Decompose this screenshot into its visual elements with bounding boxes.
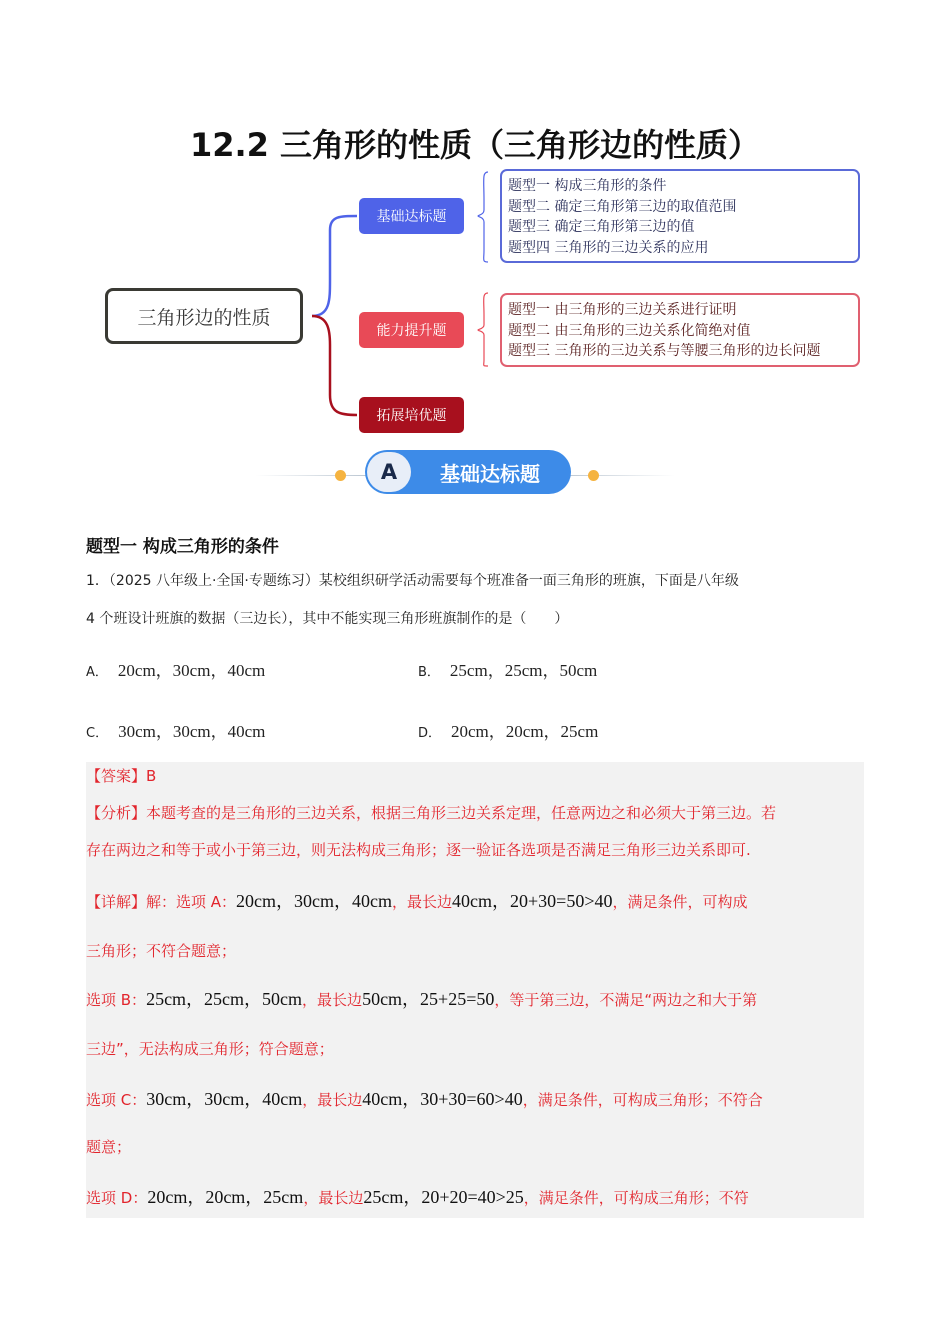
option-c: [86, 717, 265, 742]
solution-line: [86, 940, 236, 961]
mindmap-category-advanced: 能力提升题: [359, 312, 464, 348]
topic-item: 题型三 三角形的三边关系与等腰三角形的边长问题: [508, 343, 821, 359]
solution-text: ，最长边: [302, 991, 363, 1009]
solution-line: [86, 765, 156, 786]
math-expression: 50cm，25+25=50: [362, 989, 495, 1009]
math-expression: 25cm，25cm，50cm: [146, 989, 303, 1009]
solution-text: 选项 B：: [86, 991, 147, 1009]
solution-text: 题意；: [86, 1138, 132, 1156]
solution-line: [86, 839, 751, 860]
solution-text: 选项 D：: [86, 1189, 148, 1207]
question-text: 4 个班设计班旗的数据（三边长），其中不能实现三角形班旗制作的是（ ）: [86, 611, 569, 627]
math-expression: 30cm，30cm，40cm: [146, 1089, 303, 1109]
math-expression: 25cm，20+20=40>25: [363, 1187, 524, 1207]
option-letter: C．: [86, 726, 109, 741]
question-text: 1．（2025 八年级上·全国·专题练习）某校组织研学活动需要每个班准备一面三角形的班旗，下面是八年级: [86, 573, 739, 589]
option-b: [418, 656, 597, 681]
solution-text: ，满足条件，可构成: [612, 893, 748, 911]
option-text: 25cm，25cm，50cm: [449, 661, 598, 680]
math-expression: 40cm，20+30=50>40: [452, 891, 613, 911]
math-expression: 20cm，20cm，25cm: [147, 1187, 304, 1207]
basic-topics-box: [500, 169, 860, 263]
solution-text: 存在两边之和等于或小于第三边，则无法构成三角形；逐一验证各选项是否满足三角形三边关系即可.: [86, 841, 751, 859]
solution-text: ，最长边: [392, 893, 453, 911]
solution-line: [86, 887, 748, 913]
solution-text: ，等于第三边，不满足“两边之和大于第: [494, 991, 758, 1009]
mindmap-category-basic: 基础达标题: [359, 198, 464, 234]
solution-text: 【分析】本题考查的是三角形的三边关系，根据三角形三边关系定理，任意两边之和必须大于第三边。若: [86, 804, 777, 822]
option-text: 20cm，20cm，25cm: [451, 722, 599, 741]
page-title: 12.2 三角形的性质（三角形边的性质）: [189, 126, 761, 164]
solution-text: 三边”，无法构成三角形；符合题意；: [86, 1040, 334, 1058]
topic-item: 题型一 由三角形的三边关系进行证明: [508, 302, 737, 318]
option-a: [86, 656, 265, 681]
mindmap-root: 三角形边的性质: [105, 288, 303, 344]
math-expression: 40cm，30+30=60>40: [362, 1089, 523, 1109]
solution-line: [86, 802, 776, 823]
banner-dot-right: [588, 470, 599, 481]
solution-text: 选项 C：: [86, 1091, 147, 1109]
topic-item: 题型二 确定三角形第三边的取值范围: [508, 198, 737, 215]
solution-text: ，最长边: [303, 1189, 364, 1207]
topic-item: 题型二 由三角形的三边关系化简绝对值: [508, 322, 751, 339]
section-title: 题型一 构成三角形的条件: [86, 537, 279, 557]
option-letter: B．: [418, 665, 440, 680]
option-text: 30cm，30cm，40cm: [118, 722, 266, 741]
solution-text: 【详解】解：选项 A：: [86, 893, 237, 911]
option-letter: D．: [418, 726, 442, 741]
solution-text: 三角形；不符合题意；: [86, 942, 237, 960]
solution-text: ，满足条件，可构成三角形；不符合: [522, 1091, 763, 1109]
topic-item: 题型三 确定三角形第三边的值: [508, 219, 695, 235]
solution-line: [86, 1183, 749, 1209]
solution-line: [86, 1038, 334, 1059]
advanced-topics-box: [500, 293, 860, 367]
solution-line: [86, 1085, 763, 1111]
solution-line: [86, 985, 757, 1011]
math-expression: 20cm，30cm，40cm: [236, 891, 393, 911]
solution-line: [86, 1136, 131, 1157]
solution-text: ，满足条件，可构成三角形；不符: [523, 1189, 749, 1207]
topic-item: 题型四 三角形的三边关系的应用: [508, 239, 709, 256]
mindmap-category-extension: 拓展培优题: [359, 397, 464, 433]
banner-letter: A: [367, 452, 411, 492]
solution-text: 【答案】B: [86, 767, 157, 785]
topic-item: 题型一 构成三角形的条件: [508, 178, 667, 194]
banner-label: 基础达标题: [440, 461, 540, 486]
option-d: [418, 717, 598, 742]
banner-dot-left: [335, 470, 346, 481]
option-letter: A．: [86, 665, 108, 680]
solution-text: ，最长边: [302, 1091, 363, 1109]
option-text: 20cm，30cm，40cm: [117, 661, 266, 680]
